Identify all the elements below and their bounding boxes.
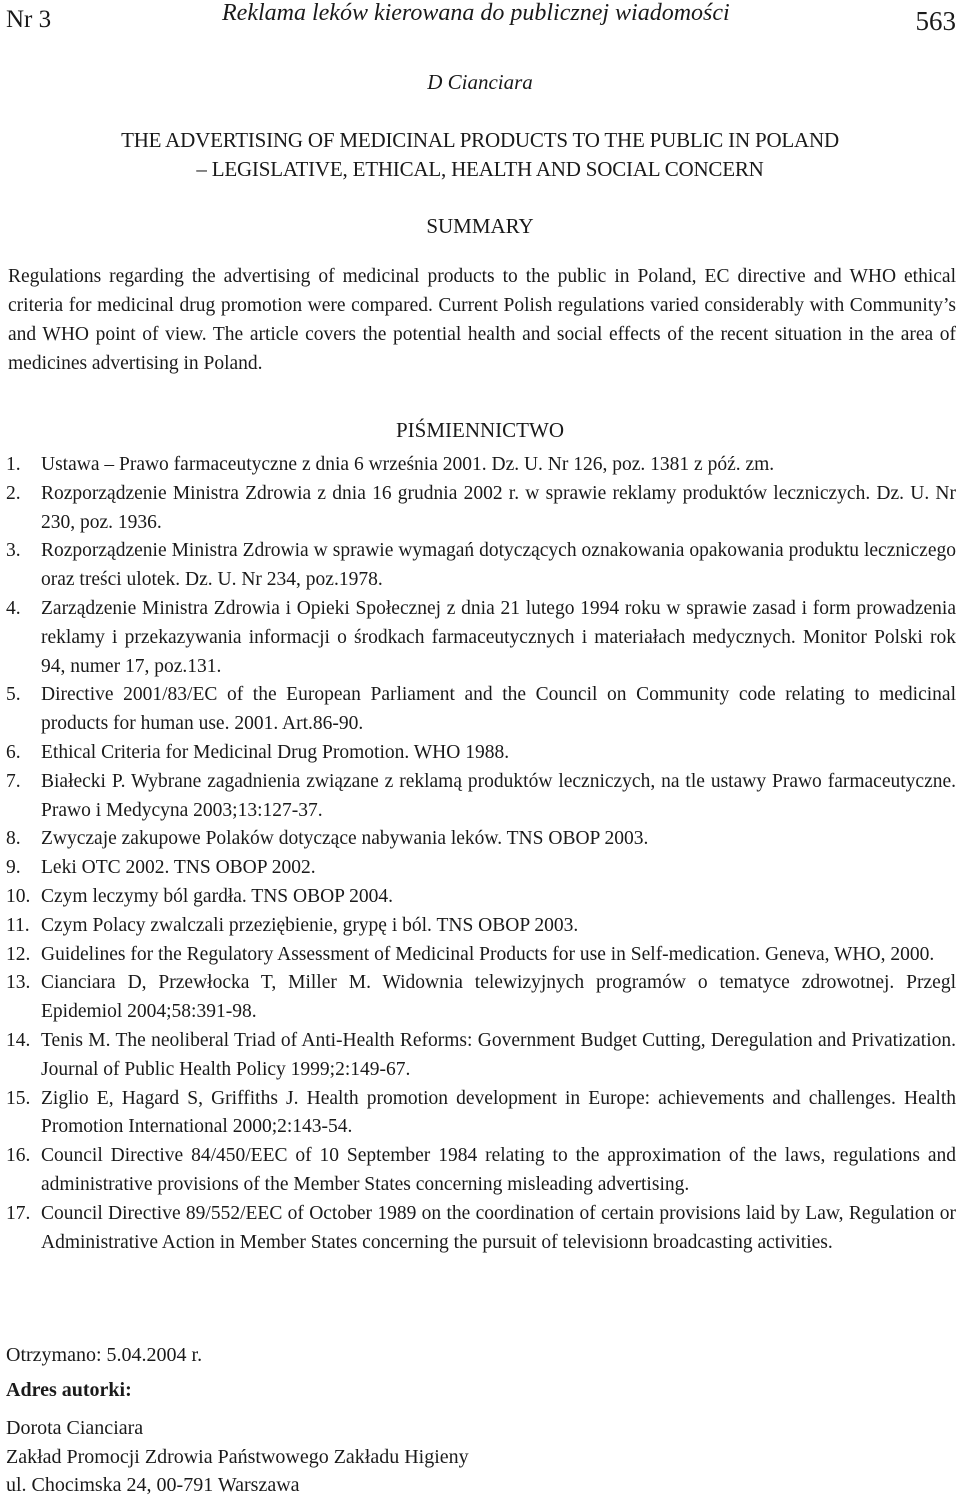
address-heading: Adres autorki: — [6, 1379, 132, 1401]
running-title: Reklama leków kierowana do publicznej wiadomości — [222, 0, 730, 26]
reference-number: 12. — [6, 943, 31, 965]
reference-item — [0, 1142, 960, 1200]
reference-text: Council Directive 89/552/EEC of October 1989 on the coordination of certain provisions laid by Law, Regulation or Administrative Action in Member States concerning the pursuit of televisionn broadcasting activities. — [41, 1202, 956, 1253]
reference-item — [0, 912, 960, 941]
reference-item — [0, 941, 960, 970]
reference-text: Tenis M. The neoliberal Triad of Anti-Health Reforms: Government Budget Cutting, Deregulation and Privatization. Journal of Public Health Policy 1999;2:149-67. — [41, 1029, 956, 1080]
reference-text: Białecki P. Wybrane zagadnienia związane z reklamą produktów leczniczych, na tle ustawy Prawo farmaceutyczne. Prawo i Medycyna 2003;13:127-37. — [41, 770, 956, 821]
reference-text: Zarządzenie Ministra Zdrowia i Opieki Społecznej z dnia 21 lutego 1994 roku w sprawie zasad i form prowadzenia reklamy i przekazywania informacji o środkach farmaceutycznych i materiałach medycznych. Monitor Polski rok 94, numer 17, poz.131. — [41, 597, 956, 677]
reference-number: 5. — [6, 684, 21, 706]
reference-text: Zwyczaje zakupowe Polaków dotyczące nabywania leków. TNS OBOP 2003. — [41, 828, 649, 850]
reference-number: 6. — [6, 741, 21, 763]
article-title-line-1: THE ADVERTISING OF MEDICINAL PRODUCTS TO THE PUBLIC IN POLAND — [121, 128, 839, 152]
reference-number: 8. — [6, 828, 21, 850]
reference-text: Ethical Criteria for Medicinal Drug Promotion. WHO 1988. — [41, 741, 510, 763]
summary-heading: SUMMARY — [426, 214, 534, 238]
address-line: Zakład Promocji Zdrowia Państwowego Zakładu Higieny — [6, 1445, 469, 1468]
page-number: 563 — [915, 6, 956, 36]
reference-number: 3. — [6, 540, 21, 562]
reference-item — [0, 480, 960, 538]
reference-number: 13. — [6, 972, 31, 994]
reference-number: 15. — [6, 1087, 31, 1109]
reference-number: 14. — [6, 1029, 31, 1051]
reference-text: Ziglio E, Hagard S, Griffiths J. Health promotion development in Europe: achievements and challenges. Health Promotion International 2000;2:143-54. — [41, 1087, 956, 1138]
reference-number: 17. — [6, 1202, 31, 1224]
reference-text: Rozporządzenie Ministra Zdrowia z dnia 16 grudnia 2002 r. w sprawie reklamy produktów leczniczych. Dz. U. Nr 230, poz. 1936. — [41, 482, 956, 533]
reference-item — [0, 1200, 960, 1258]
received-date: Otrzymano: 5.04.2004 r. — [6, 1344, 203, 1366]
reference-number: 4. — [6, 597, 21, 619]
reference-number: 1. — [6, 454, 21, 475]
reference-item — [0, 854, 960, 883]
reference-item — [0, 595, 960, 681]
address-line: ul. Chocimska 24, 00-791 Warszawa — [6, 1474, 300, 1497]
references-heading: PIŚMIENNICTWO — [396, 418, 564, 442]
reference-number: 10. — [6, 885, 31, 907]
reference-text: Leki OTC 2002. TNS OBOP 2002. — [41, 857, 316, 879]
reference-text: Council Directive 84/450/EEC of 10 September 1984 relating to the approximation of the laws, regulations and administrative provisions of the Member States concerning misleading advertising. — [41, 1145, 956, 1195]
author-address — [6, 1414, 469, 1500]
address-line: Dorota Cianciara — [6, 1417, 144, 1439]
reference-item — [0, 1027, 960, 1085]
reference-text: Cianciara D, Przewłocka T, Miller M. Widownia telewizyjnych programów o tematyce zdrowotnej. Przegl Epidemiol 2004;58:391-98. — [41, 972, 956, 1023]
reference-text: Czym leczymy ból gardła. TNS OBOP 2004. — [41, 885, 394, 907]
reference-item — [0, 969, 960, 1027]
reference-item — [0, 1085, 960, 1143]
reference-text: Rozporządzenie Ministra Zdrowia w sprawie wymagań dotyczących oznakowania opakowania produktu leczniczego oraz treści ulotek. Dz. U. Nr 234, poz.1978. — [41, 540, 956, 591]
reference-text: Directive 2001/83/EC of the European Parliament and the Council on Community code relating to medicinal products for human use. 2001. Art.86-90. — [41, 684, 956, 735]
reference-item — [0, 451, 960, 480]
reference-item — [0, 768, 960, 826]
reference-item — [0, 739, 960, 768]
reference-item — [0, 883, 960, 912]
reference-item — [0, 537, 960, 595]
reference-item — [0, 825, 960, 854]
article-title-line-2: – LEGISLATIVE, ETHICAL, HEALTH AND SOCIAL CONCERN — [196, 157, 764, 181]
reference-text: Czym Polacy zwalczali przeziębienie, grypę i ból. TNS OBOP 2003. — [41, 914, 579, 936]
reference-list — [0, 451, 960, 1257]
summary-text: Regulations regarding the advertising of medicinal products to the public in Poland, EC directive and WHO ethical criteria for medicinal drug promotion were compared. Current Polish regulations varied considerably with Community’s and WHO point of view. The article covers the potential health and social effects of the recent situation in the area of medicines advertising in Poland. — [8, 266, 956, 374]
reference-number: 7. — [6, 770, 21, 792]
reference-number: 16. — [6, 1145, 31, 1167]
reference-number: 9. — [6, 857, 21, 879]
reference-item — [0, 681, 960, 739]
reference-text: Ustawa – Prawo farmaceutyczne z dnia 6 września 2001. Dz. U. Nr 126, poz. 1381 z póź. zm. — [41, 454, 775, 475]
reference-text: Guidelines for the Regulatory Assessment of Medicinal Products for use in Self-medication. Geneva, WHO, 2000. — [41, 943, 935, 965]
article-author: D Cianciara — [427, 70, 533, 94]
reference-number: 11. — [6, 914, 30, 936]
reference-number: 2. — [6, 482, 21, 504]
journal-issue: Nr 3 — [6, 6, 52, 33]
